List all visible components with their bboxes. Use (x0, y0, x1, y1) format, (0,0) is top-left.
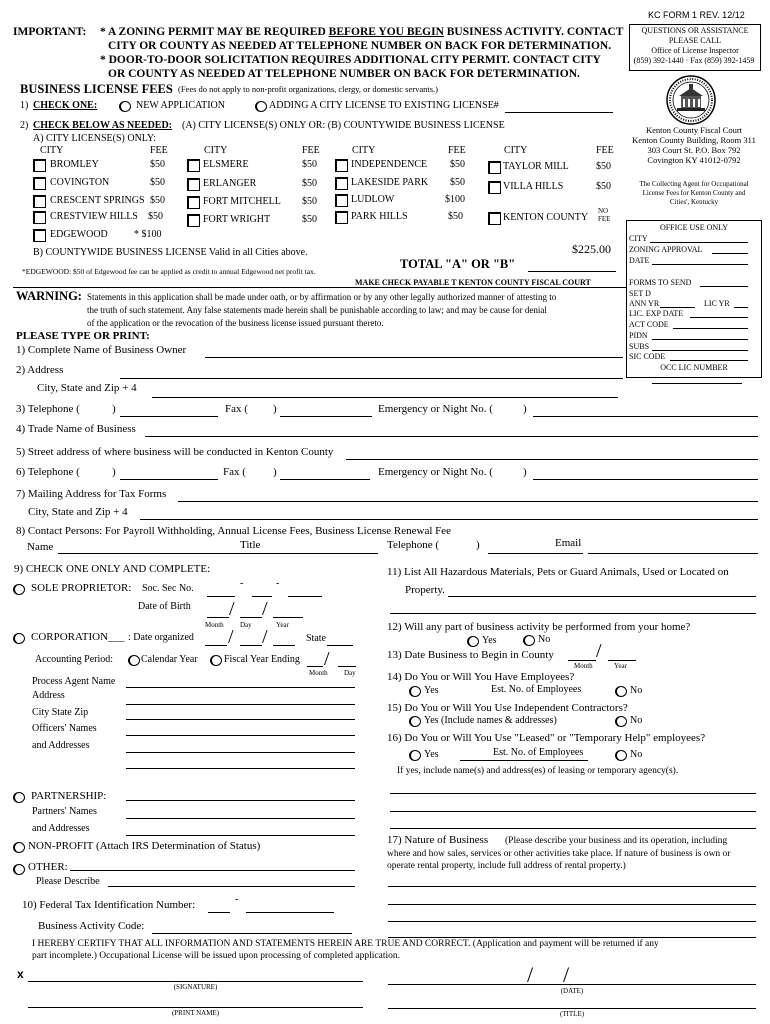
telephone-field[interactable] (120, 416, 218, 417)
q13-slash: / (596, 640, 602, 662)
telephone2-label: 6) Telephone ( (16, 466, 80, 478)
fein-part-1[interactable] (208, 912, 230, 913)
emergency2-field[interactable] (533, 479, 758, 480)
title-field[interactable] (388, 1008, 756, 1009)
office-annyr-label: ANN YR (629, 299, 660, 308)
fort-wright-fee: $50 (302, 214, 317, 225)
address-label: 2) Address (16, 364, 64, 376)
q16-agency-note: If yes, include name(s) and address(es) of leasing or temporary agency(s). (397, 766, 679, 776)
col-city-2: CITY (204, 145, 228, 156)
q14-label: 14) Do You or Will You Have Employees? (387, 671, 575, 683)
countywide-label: B) COUNTYWIDE BUSINESS LICENSE Valid in all Cities above. (33, 247, 308, 258)
taylor-mill-fee: $50 (596, 161, 611, 172)
crestview-hills-fee: $50 (148, 211, 163, 222)
q17-field-4[interactable] (388, 937, 756, 938)
q14-no-radio[interactable] (615, 686, 627, 697)
other-field-1[interactable] (70, 870, 355, 871)
important-line-4: OR COUNTY AS NEEDED AT TELEPHONE NUMBER ON BACK FOR DETERMINATION. (108, 68, 580, 80)
partners-field-1[interactable] (126, 800, 355, 801)
q16-label: 16) Do You or Will You Use "Leased" or "Temporary Help" employees? (387, 732, 706, 744)
covington-label: COVINGTON (50, 177, 110, 188)
dob-slash-2: / (262, 598, 268, 620)
q17-field-1[interactable] (388, 886, 756, 887)
office-zoning-label: ZONING APPROVAL (629, 245, 703, 254)
ludlow-fee: $100 (445, 194, 465, 205)
contact-telephone-close: ) (476, 539, 480, 551)
office-licexp-label: LIC. EXP DATE (629, 309, 684, 318)
process-agent-label: Process Agent Name (32, 676, 116, 687)
q2-label: CHECK BELOW AS NEEDED: (33, 120, 173, 131)
q17-field-3[interactable] (388, 921, 756, 922)
q12-yes-label: Yes (482, 635, 497, 646)
court-line-3: 303 Court St. P.O. Box 792 (647, 145, 741, 155)
office-pidn-field[interactable] (652, 339, 748, 340)
partners-names-label: Partners' Names (32, 806, 97, 817)
lakeside-park-checkbox[interactable] (335, 177, 348, 190)
q14-yes-radio[interactable] (409, 686, 421, 697)
sole-proprietor-radio[interactable] (13, 584, 25, 595)
trade-name-label: 4) Trade Name of Business (16, 423, 136, 435)
dob-label: Date of Birth (138, 601, 191, 612)
telephone2-field[interactable] (120, 479, 218, 480)
q11-field-1[interactable] (448, 596, 756, 597)
corporation-radio[interactable] (13, 633, 25, 644)
ludlow-checkbox[interactable] (335, 194, 348, 207)
other-field-2[interactable] (108, 886, 355, 887)
office-pidn-label: PIDN (629, 331, 648, 340)
office-setd-label: SET D (629, 289, 651, 298)
contact-email-label: Email (555, 537, 582, 549)
fiscal-month-field[interactable] (307, 666, 323, 667)
fax2-label: Fax ( (223, 466, 246, 478)
ssn-part-3[interactable] (288, 596, 322, 597)
print-name-caption: (PRINT NAME) (171, 1009, 220, 1017)
title-caption: (TITLE) (559, 1010, 585, 1018)
emergency2-label: Emergency or Night No. ( (378, 466, 493, 478)
office-sic-field[interactable] (670, 360, 748, 361)
date-slash-2: / (563, 962, 570, 987)
col-city-3: CITY (352, 145, 376, 156)
org-slash-2: / (262, 626, 268, 648)
col-city-1: CITY (40, 145, 64, 156)
form-id: KC FORM 1 REV. 12/12 (648, 10, 745, 20)
q14-no-label: No (630, 685, 643, 696)
covington-fee: $50 (150, 177, 165, 188)
fort-mitchell-label: FORT MITCHELL (203, 196, 281, 207)
assist-line-4: (859) 392-1440 · Fax (859) 392-1459 (633, 56, 755, 65)
assist-line-2: PLEASE CALL (668, 36, 722, 45)
villa-hills-fee: $50 (596, 181, 611, 192)
court-line-6: License Fees for Kenton County and (642, 189, 746, 197)
lakeside-park-fee: $50 (450, 177, 465, 188)
contact-name-field[interactable] (58, 553, 378, 554)
independence-fee: $50 (450, 159, 465, 170)
fort-mitchell-checkbox[interactable] (187, 196, 200, 209)
court-line-7: Cities', Kentucky (669, 198, 719, 206)
telephone2-close: ) (112, 466, 116, 478)
court-line-5: The Collecting Agent for Occupational (639, 180, 749, 188)
crestview-hills-checkbox[interactable] (33, 211, 46, 224)
org-month-field[interactable] (205, 645, 227, 646)
fiscal-month-caption: Month (309, 669, 328, 677)
trade-name-field[interactable] (145, 436, 758, 437)
independence-label: INDEPENDENCE (351, 159, 428, 170)
important-line-3: * DOOR-TO-DOOR SOLICITATION REQUIRES ADDITIONAL CITY PERMIT. CONTACT CITY (100, 54, 601, 66)
fort-wright-label: FORT WRIGHT (203, 214, 271, 225)
kenton-county-label: KENTON COUNTY (503, 212, 589, 223)
office-occ-field[interactable] (652, 383, 742, 384)
park-hills-fee: $50 (448, 211, 463, 222)
partnership-label: PARTNERSHIP: (31, 790, 107, 802)
fax-close: ) (273, 403, 277, 415)
fein-part-2[interactable] (246, 912, 334, 913)
q16-est-employees-label: Est. No. of Employees (493, 747, 584, 758)
calendar-year-label: Calendar Year (141, 654, 198, 665)
accounting-period-label: Accounting Period: (35, 654, 114, 665)
office-annyr-field[interactable] (660, 307, 695, 308)
fax2-close: ) (273, 466, 277, 478)
q11-label: 11) List All Hazardous Materials, Pets or Guard Animals, Used or Located on (387, 566, 729, 578)
other-radio[interactable] (13, 864, 25, 875)
section-divider (13, 287, 627, 288)
officers-field-1[interactable] (126, 735, 355, 736)
bromley-checkbox[interactable] (33, 159, 46, 172)
date-caption: (DATE) (560, 987, 584, 995)
ssn-label: Soc. Sec No. (142, 583, 194, 594)
office-occ-label: OCC LIC NUMBER (660, 363, 728, 372)
office-licexp-field[interactable] (690, 317, 748, 318)
state-label: State (306, 633, 326, 644)
q14-yes-label: Yes (424, 685, 439, 696)
q2-text: (A) CITY LICENSE(S) ONLY OR: (B) COUNTYWIDE BUSINESS LICENSE (182, 120, 505, 131)
crestview-hills-label: CRESTVIEW HILLS (50, 211, 138, 222)
q12-no-label: No (538, 634, 551, 645)
officers-field-2[interactable] (126, 752, 355, 753)
partnership-radio[interactable] (13, 792, 25, 803)
important-line-2: CITY OR COUNTY AS NEEDED AT TELEPHONE NUMBER ON BACK FOR DETERMINATION. (108, 40, 612, 52)
partners-addresses-label: and Addresses (32, 823, 90, 834)
q17-desc-2: where and how sales, services or other activities take place. If nature of business is own or (387, 849, 731, 859)
adding-license-label: ADDING A CITY LICENSE TO EXISTING LICENSE# (269, 100, 499, 111)
fax2-field[interactable] (280, 479, 370, 480)
q16-agency-field-1[interactable] (390, 793, 756, 794)
office-forms-label: FORMS TO SEND (629, 278, 692, 287)
certify-line-1: I HEREBY CERTIFY THAT ALL INFORMATION AND STATEMENTS HEREIN ARE TRUE AND CORRECT. (Application and payment will be returned if any (32, 939, 659, 949)
q17-desc-3: operate rental property, include full address of rental property.) (387, 861, 626, 871)
fiscal-year-label: Fiscal Year Ending (224, 654, 300, 665)
city-state-zip-field[interactable] (152, 397, 618, 398)
q12-no-radio[interactable] (523, 635, 535, 646)
fax-field[interactable] (280, 416, 372, 417)
q13-month-field[interactable] (568, 660, 596, 661)
date-organized-label: : Date organized (128, 632, 194, 643)
org-year-field[interactable] (273, 645, 295, 646)
emergency-field[interactable] (533, 416, 758, 417)
new-application-radio[interactable] (119, 101, 131, 112)
street-address-label: 5) Street address of where business will be conducted in Kenton County (16, 446, 334, 458)
date-slash-1: / (527, 962, 534, 987)
taylor-mill-checkbox[interactable] (488, 161, 501, 174)
court-line-1: Kenton County Fiscal Court (645, 125, 743, 135)
ludlow-label: LUDLOW (351, 194, 395, 205)
col-city-4: CITY (504, 145, 528, 156)
q13-year-field[interactable] (608, 660, 636, 661)
agent-address-label: Address (32, 690, 65, 701)
emergency2-close: ) (523, 466, 527, 478)
please-describe-label: Please Describe (36, 876, 100, 887)
kenton-county-fee-1: NO (598, 207, 609, 215)
contact-name-label: Name (27, 541, 54, 553)
partners-field-3[interactable] (126, 835, 355, 836)
officers-field-3[interactable] (126, 768, 355, 769)
dob-month-field[interactable] (207, 617, 229, 618)
q1-number: 1) (20, 100, 29, 111)
elsmere-label: ELSMERE (203, 159, 249, 170)
park-hills-label: PARK HILLS (351, 211, 408, 222)
office-city-label: CITY (629, 234, 648, 243)
ssn-dash-2: - (276, 578, 280, 589)
kenton-county-checkbox[interactable] (488, 212, 501, 225)
telephone-label: 3) Telephone ( (16, 403, 80, 415)
adding-license-radio[interactable] (255, 101, 267, 112)
office-actcode-label: ACT CODE (629, 320, 669, 329)
countywide-fee: $225.00 (572, 242, 611, 256)
corporation-label: CORPORATION___ (31, 631, 125, 643)
signature-x-mark: x (17, 967, 24, 981)
edgewood-fee: * $100 (134, 229, 162, 240)
warning-line-1: Statements in this application shall be made under oath, or by affirmation or by any other legally authorized manner of attesting to (87, 292, 557, 302)
officers-addresses-label: and Addresses (32, 740, 90, 751)
q13-label: 13) Date Business to Begin in County (387, 649, 554, 661)
mailing-address-label: 7) Mailing Address for Tax Forms (16, 488, 167, 500)
court-line-2: Kenton County Building, Room 311 (632, 135, 756, 145)
warning-label: WARNING: (16, 289, 82, 303)
bromley-label: BROMLEY (50, 159, 99, 170)
fees-subtitle: (Fees do not apply to non-profit organizations, clergy, or domestic servants.) (178, 84, 438, 94)
county-seal-icon (665, 74, 717, 126)
lakeside-park-label: LAKESIDE PARK (351, 177, 429, 188)
agent-csz-label: City State Zip (32, 707, 89, 718)
office-date-label: DATE (629, 256, 650, 265)
q17-label: 17) Nature of Business (387, 834, 489, 846)
q12-yes-radio[interactable] (467, 636, 479, 647)
contact-telephone-field[interactable] (488, 553, 583, 554)
q13-month-caption: Month (574, 662, 593, 670)
villa-hills-label: VILLA HILLS (503, 181, 564, 192)
q16-agency-field-3[interactable] (390, 828, 756, 829)
mailing-csz-label: City, State and Zip + 4 (28, 506, 128, 518)
important-line-1: * A ZONING PERMIT MAY BE REQUIRED BEFORE YOU BEGIN BUSINESS ACTIVITY. CONTACT (100, 26, 624, 38)
officers-names-label: Officers' Names (32, 723, 97, 734)
q16-yes-radio[interactable] (409, 750, 421, 761)
office-subs-field[interactable] (652, 350, 748, 351)
q14-est-employees-label: Est. No. of Employees (491, 684, 582, 695)
fiscal-year-radio[interactable] (210, 655, 222, 666)
q2-number: 2) (20, 120, 29, 131)
crescent-springs-fee: $50 (150, 195, 165, 206)
q15-no-radio[interactable] (615, 716, 627, 727)
park-hills-checkbox[interactable] (335, 211, 348, 224)
col-fee-2: FEE (302, 145, 320, 156)
office-city-field[interactable] (650, 242, 748, 243)
edgewood-checkbox[interactable] (33, 229, 46, 242)
office-forms-field[interactable] (700, 286, 748, 287)
telephone-close: ) (112, 403, 116, 415)
contact-telephone-label: Telephone ( (387, 539, 440, 551)
non-profit-label: NON-PROFIT (Attach IRS Determination of Status) (28, 840, 261, 852)
erlanger-fee: $50 (302, 178, 317, 189)
erlanger-label: ERLANGER (203, 178, 257, 189)
dob-month-caption: Month (205, 621, 224, 629)
office-licyr-label: LIC YR (704, 299, 730, 308)
emergency-close: ) (523, 403, 527, 415)
q15-yes-radio[interactable] (409, 716, 421, 727)
villa-hills-checkbox[interactable] (488, 181, 501, 194)
fein-label: 10) Federal Tax Identification Number: (22, 899, 196, 911)
q15-no-label: No (630, 715, 643, 726)
court-line-4: Covington KY 41012-0792 (647, 155, 741, 165)
owner-name-label: 1) Complete Name of Business Owner (16, 344, 187, 356)
warning-line-3: of the application or the revocation of the business license issued pursuant thereto. (87, 318, 384, 328)
q17-field-2[interactable] (388, 904, 756, 905)
calendar-year-radio[interactable] (128, 655, 140, 666)
address-field[interactable] (120, 378, 623, 379)
emergency-label: Emergency or Night No. ( (378, 403, 493, 415)
total-label: TOTAL "A" OR "B" (400, 257, 516, 271)
street-address-field[interactable] (346, 459, 758, 460)
fiscal-day-caption: Day (344, 669, 356, 677)
assist-line-3: Office of License Inspector (651, 46, 739, 55)
crescent-springs-checkbox[interactable] (33, 195, 46, 208)
elsmere-checkbox[interactable] (187, 159, 200, 172)
date-field[interactable] (388, 984, 756, 985)
city-only-label: A) CITY LICENSE(S) ONLY: (33, 133, 156, 144)
edgewood-note: *EDGEWOOD: $50 of Edgewood fee can be applied as credit to annual Edgewood net profit tax. (22, 267, 316, 276)
dob-day-field[interactable] (240, 617, 262, 618)
crescent-springs-label: CRESCENT SPRINGS (50, 195, 145, 206)
process-agent-field[interactable] (126, 687, 355, 688)
q17-desc-1: (Please describe your business and its operation, including (505, 836, 728, 846)
edgewood-label: EDGEWOOD (50, 229, 108, 240)
q11-property-label: Property. (405, 584, 445, 596)
payable-note: MAKE CHECK PAYABLE T KENTON COUNTY FISCAL COURT (355, 278, 591, 287)
activity-code-field[interactable] (152, 933, 352, 934)
org-day-field[interactable] (240, 645, 262, 646)
activity-code-label: Business Activity Code: (38, 920, 145, 932)
q15-label: 15) Do You or Will You Use Independent Contractors? (387, 702, 628, 714)
col-fee-3: FEE (448, 145, 466, 156)
bromley-fee: $50 (150, 159, 165, 170)
contact-email-field[interactable] (588, 553, 758, 554)
ssn-part-2[interactable] (252, 596, 272, 597)
assist-line-1: QUESTIONS OR ASSISTANCE (641, 26, 749, 35)
org-slash-1: / (228, 626, 234, 648)
state-field[interactable] (327, 645, 353, 646)
q1-label: CHECK ONE: (33, 100, 98, 111)
city-state-zip-label: City, State and Zip + 4 (37, 382, 137, 394)
kenton-county-fee-2: FEE (598, 215, 611, 223)
signature-caption: (SIGNATURE) (173, 983, 218, 991)
mailing-csz-field[interactable] (140, 519, 758, 520)
other-label: OTHER: (28, 861, 68, 873)
q13-year-caption: Year (614, 662, 627, 670)
agent-address-field[interactable] (126, 704, 355, 705)
q15-yes-label: Yes (Include names & addresses) (424, 715, 557, 726)
office-actcode-field[interactable] (673, 328, 748, 329)
q16-agency-field-2[interactable] (390, 811, 756, 812)
warning-line-2: the truth of such statement. Any false statements made herein shall be punishable according to law; and may be cause for denial (87, 305, 547, 315)
office-use-title: OFFICE USE ONLY (659, 223, 729, 232)
office-licyr-field[interactable] (734, 307, 748, 308)
dob-day-caption: Day (240, 621, 252, 629)
q11-field-2[interactable] (390, 613, 756, 614)
signature-field[interactable] (28, 981, 363, 982)
q16-no-label: No (630, 749, 643, 760)
total-field[interactable] (528, 271, 616, 272)
dob-slash-1: / (229, 598, 235, 620)
q16-no-radio[interactable] (615, 750, 627, 761)
existing-license-field[interactable] (505, 112, 613, 113)
q16-yes-label: Yes (424, 749, 439, 760)
fiscal-slash: / (324, 648, 330, 670)
dob-year-field[interactable] (273, 617, 303, 618)
fiscal-day-field[interactable] (338, 666, 356, 667)
col-fee-1: FEE (150, 145, 168, 156)
office-sic-label: SIC CODE (629, 352, 666, 361)
q16-employees-field[interactable] (460, 760, 588, 761)
contact-title-label: Title (240, 539, 261, 551)
certify-line-2: part incomplete.) Occupational License will be issued upon processing of completed application. (32, 951, 401, 961)
office-subs-label: SUBS (629, 342, 650, 351)
ssn-dash-1: - (240, 578, 244, 589)
taylor-mill-label: TAYLOR MILL (503, 161, 569, 172)
independence-checkbox[interactable] (335, 159, 348, 172)
fein-dash: - (235, 894, 239, 905)
sole-proprietor-label: SOLE PROPRIETOR: (31, 582, 132, 594)
q12-label: 12) Will any part of business activity be performed from your home? (387, 621, 691, 633)
erlanger-checkbox[interactable] (187, 178, 200, 191)
office-date-field[interactable] (652, 264, 748, 265)
fort-wright-checkbox[interactable] (187, 214, 200, 227)
partners-field-2[interactable] (126, 818, 355, 819)
covington-checkbox[interactable] (33, 177, 46, 190)
non-profit-radio[interactable] (13, 842, 25, 853)
dob-year-caption: Year (276, 621, 289, 629)
agent-csz-field[interactable] (126, 719, 355, 720)
new-application-label: NEW APPLICATION (136, 100, 225, 111)
fees-title: BUSINESS LICENSE FEES (20, 82, 173, 96)
office-zoning-field[interactable] (712, 253, 748, 254)
ssn-part-1[interactable] (207, 596, 235, 597)
type-or-print: PLEASE TYPE OR PRINT: (16, 330, 150, 342)
q9-label: 9) CHECK ONE ONLY AND COMPLETE: (14, 563, 211, 575)
fax-label: Fax ( (225, 403, 248, 415)
col-fee-4: FEE (596, 145, 614, 156)
elsmere-fee: $50 (302, 159, 317, 170)
owner-name-field[interactable] (205, 357, 623, 358)
print-name-field[interactable] (28, 1007, 363, 1008)
important-label: IMPORTANT: (13, 26, 87, 38)
fort-mitchell-fee: $50 (302, 196, 317, 207)
mailing-address-field[interactable] (178, 501, 758, 502)
contact-persons-label: 8) Contact Persons: For Payroll Withholding, Annual License Fees, Business License Renewal Fee (16, 525, 452, 537)
